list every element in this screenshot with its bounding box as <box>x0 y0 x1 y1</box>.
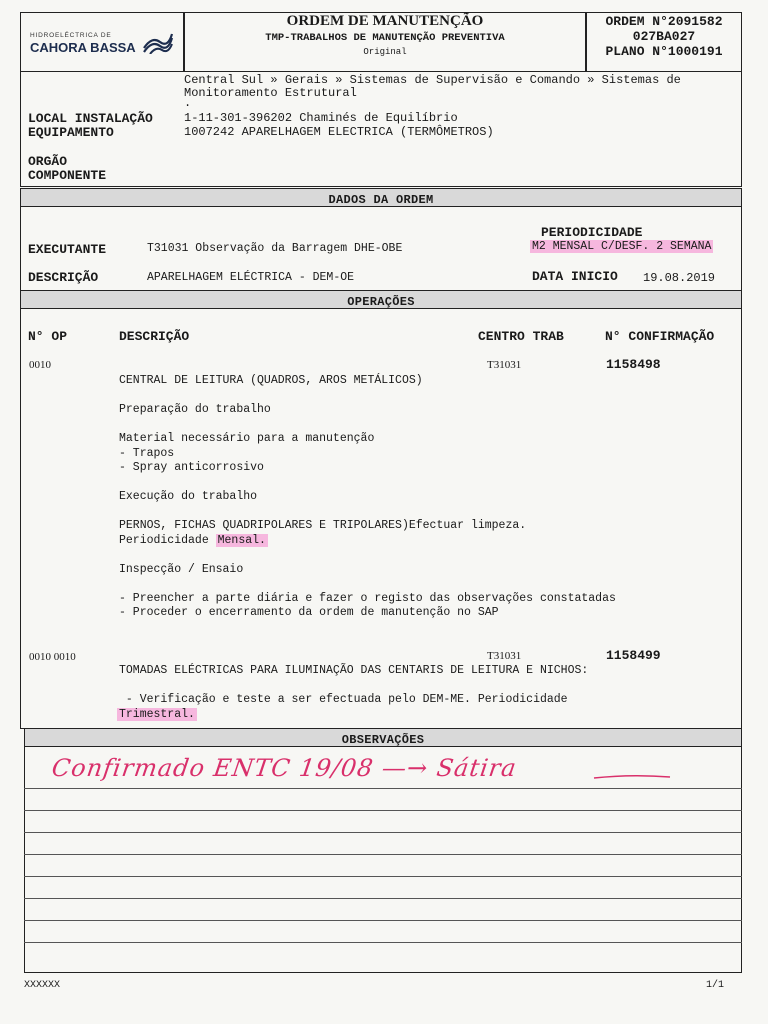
handwritten-note: Confirmado ENTC 19/08 —→ Sátira <box>50 754 519 782</box>
handwritten-underline <box>592 772 672 784</box>
descricao-label: DESCRIÇÃO <box>28 270 99 285</box>
descricao-value: APARELHAGEM ELÉCTRICA - DEM-OE <box>147 271 355 284</box>
page-number: 1/1 <box>706 980 725 991</box>
location-path-line2: Monitoramento Estrutural <box>184 86 357 100</box>
footer-left: XXXXXX <box>24 980 61 991</box>
obs-line-3 <box>24 832 742 833</box>
col-centro-header: CENTRO TRAB <box>478 329 564 344</box>
obs-line-7 <box>24 920 742 921</box>
op1-exec: Execução do trabalho <box>119 490 258 503</box>
logo-line2: CAHORA BASSA <box>30 40 136 55</box>
op1-prep: Preparação do trabalho <box>119 403 271 416</box>
orgao-label: ORGÃO <box>28 154 68 169</box>
document-copy-type: Original <box>363 47 407 57</box>
obs-line-1 <box>24 788 742 789</box>
op1-title: CENTRAL DE LEITURA (QUADROS, AROS METÁLICOS) <box>119 374 423 387</box>
op1-centro: T31031 <box>487 359 522 371</box>
document-title: ORDEM DE MANUTENÇÃO <box>286 13 484 29</box>
local-instalacao-label: LOCAL INSTALAÇÃO <box>28 111 153 126</box>
componente-label: COMPONENTE <box>28 168 107 183</box>
op1-material: Material necessário para a manutenção <box>119 432 375 445</box>
data-inicio-label: DATA INICIO <box>532 269 618 284</box>
executante-value: T31031 Observação da Barragem DHE-OBE <box>147 242 403 255</box>
op2-line1: - Verificação e teste a ser efectuada pelo DEM-ME. Periodicidade <box>119 693 568 706</box>
obs-line-5 <box>24 876 742 877</box>
executante-label: EXECUTANTE <box>28 242 107 257</box>
location-dot: . <box>184 96 192 110</box>
logo-waves-icon <box>142 30 174 54</box>
op2-centro: T31031 <box>487 650 522 662</box>
periodicidade-label: PERIODICIDADE <box>541 225 643 240</box>
location-path-line1: Central Sul » Gerais » Sistemas de Supervisão e Comando » Sistemas de <box>184 73 681 87</box>
op1-confirmacao: 1158498 <box>606 357 661 372</box>
op1-period-value: Mensal. <box>217 534 266 547</box>
obs-line-8 <box>24 942 742 943</box>
op1-period-prefix: Periodicidade <box>119 534 216 547</box>
operacoes-section-title: OPERAÇÕES <box>347 295 415 309</box>
logo-line1: HIDROELÉCTRICA DE <box>30 32 112 39</box>
col-descricao-header: DESCRIÇÃO <box>119 329 190 344</box>
plan-number: PLANO N°1000191 <box>605 44 723 59</box>
header-divider-right <box>585 12 587 72</box>
dados-section-bar <box>20 188 742 207</box>
op2-number: 0010 0010 <box>29 651 76 663</box>
op2-title: TOMADAS ELÉCTRICAS PARA ILUMINAÇÃO DAS CENTARIS DE LEITURA E NICHOS: <box>119 664 589 677</box>
operacoes-section-bar <box>20 290 742 309</box>
op1-insp2: - Proceder o encerramento da ordem de manutenção no SAP <box>119 606 499 619</box>
dados-section-title: DADOS DA ORDEM <box>328 193 434 207</box>
observacoes-section-bar <box>24 728 742 747</box>
equipamento-label: EQUIPAMENTO <box>28 125 114 140</box>
op1-periodicidade <box>119 534 268 547</box>
op1-exec-line: PERNOS, FICHAS QUADRIPOLARES E TRIPOLARES)Efectuar limpeza. <box>119 519 527 532</box>
col-nop-header: N° OP <box>28 329 68 344</box>
local-instalacao-value: 1-11-301-396202 Chaminés de Equilíbrio <box>184 111 458 125</box>
data-inicio-value: 19.08.2019 <box>643 271 716 285</box>
op2-line2: Trimestral. <box>119 708 195 721</box>
document-subtitle: TMP-TRABALHOS DE MANUTENÇÃO PREVENTIVA <box>265 32 505 44</box>
observacoes-section-title: OBSERVAÇÕES <box>341 733 425 747</box>
equipamento-value: 1007242 APARELHAGEM ELECTRICA (TERMÔMETROS) <box>184 125 494 139</box>
op1-insp1: - Preencher a parte diária e fazer o registo das observações constatadas <box>119 592 616 605</box>
op1-insp: Inspecção / Ensaio <box>119 563 244 576</box>
op2-confirmacao: 1158499 <box>606 648 661 663</box>
op1-number: 0010 <box>29 359 51 371</box>
obs-line-2 <box>24 810 742 811</box>
order-code: 027BA027 <box>632 29 696 44</box>
obs-line-6 <box>24 898 742 899</box>
op1-item1: - Trapos <box>119 447 175 460</box>
order-number: ORDEM N°2091582 <box>605 14 723 29</box>
obs-line-4 <box>24 854 742 855</box>
company-logo <box>30 32 180 62</box>
periodicidade-value: M2 MENSAL C/DESF. 2 SEMANA <box>532 240 712 253</box>
op1-item2: - Spray anticorrosivo <box>119 461 264 474</box>
col-confirmacao-header: N° CONFIRMAÇÃO <box>605 329 715 344</box>
